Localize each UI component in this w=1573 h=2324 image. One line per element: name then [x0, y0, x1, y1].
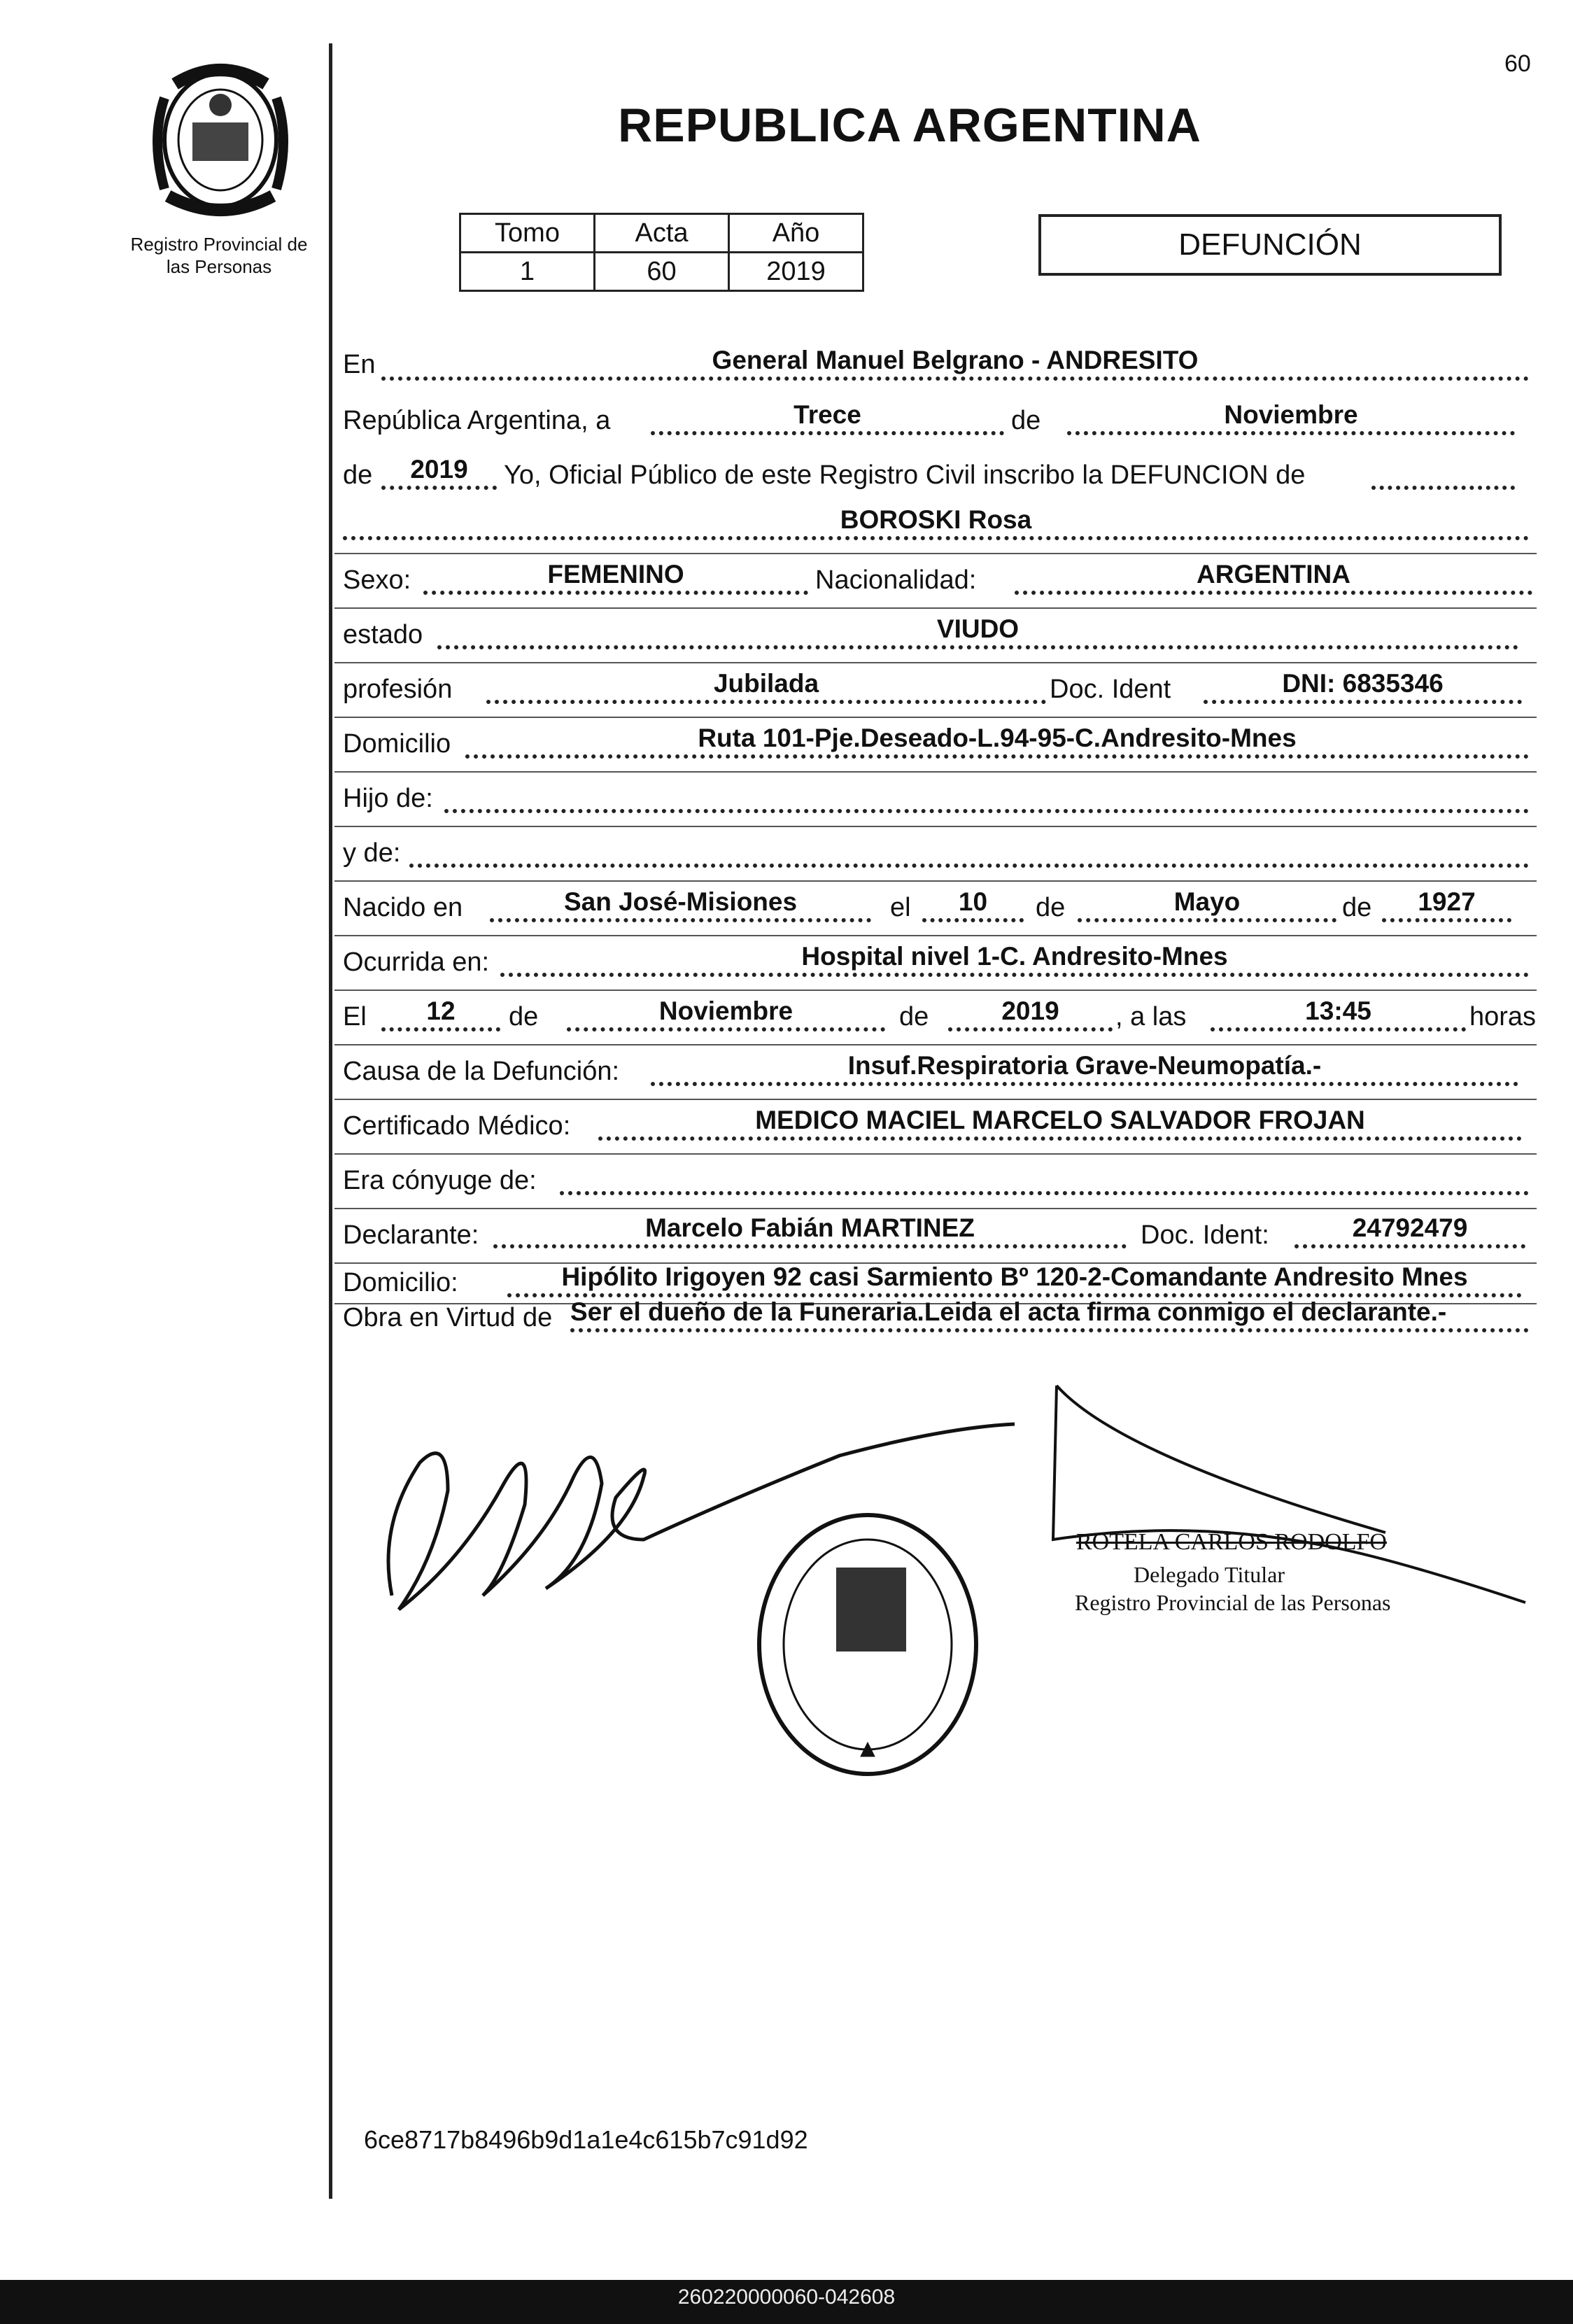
horas-label: horas [1469, 1002, 1537, 1031]
de-label: de [1011, 406, 1041, 435]
sex-field: FEMENINO [423, 560, 808, 595]
death-day-field: 12 [381, 996, 500, 1031]
tomo-value: 1 [460, 253, 595, 291]
footer-code: 260220000060-042608 [677, 2286, 896, 2309]
marital-status-field: VIUDO [437, 614, 1518, 649]
document-hash: 6ce8717b8496b9d1a1e4c615b7c91d92 [364, 2125, 808, 2154]
birthplace-field: San José-Misiones [490, 887, 871, 922]
el-label: el [890, 893, 911, 922]
official-signature [1053, 1386, 1525, 1603]
anio-header: Año [729, 214, 863, 253]
official-stamp [759, 1515, 976, 1774]
nacido-label: Nacido en [343, 893, 463, 922]
birth-day-field: 10 [922, 887, 1024, 922]
death-year-field: 2019 [948, 996, 1113, 1031]
el-label-2: El [343, 1002, 367, 1031]
obra-field: Ser el dueño de la Funeraria.Leida el acta firma conmigo el declarante.- [570, 1297, 1529, 1332]
official-role: Delegado Titular [1134, 1562, 1285, 1587]
conyuge-label: Era cónyuge de: [343, 1166, 537, 1195]
domicilio-label: Domicilio [343, 729, 451, 759]
year-field: 2019 [381, 455, 497, 490]
profesion-label: profesión [343, 675, 453, 704]
nationality-field: ARGENTINA [1015, 560, 1532, 595]
estado-label: estado [343, 620, 423, 649]
day-field: Trece [651, 400, 1004, 435]
birth-month-field: Mayo [1078, 887, 1336, 922]
death-month-field: Noviembre [567, 996, 885, 1031]
deceased-name-field: BOROSKI Rosa [343, 505, 1529, 540]
month-field: Noviembre [1067, 400, 1515, 435]
declarante-label: Declarante: [343, 1220, 479, 1250]
page-title: REPUBLICA ARGENTINA [618, 99, 1201, 152]
declarant-doc-field: 24792479 [1295, 1213, 1525, 1248]
sexo-label: Sexo: [343, 565, 411, 595]
address-field: Ruta 101-Pje.Deseado-L.94-95-C.Andresito-Mnes [465, 724, 1529, 759]
birth-year-field: 1927 [1382, 887, 1511, 922]
declarant-field: Marcelo Fabián MARTINEZ [493, 1213, 1127, 1248]
profession-field: Jubilada [486, 669, 1046, 704]
doc-ident-label-2: Doc. Ident: [1141, 1220, 1269, 1250]
anio-value: 2019 [729, 253, 863, 291]
death-place-field: Hospital nivel 1-C. Andresito-Mnes [500, 942, 1529, 977]
en-label: En [343, 350, 376, 379]
official-office: Registro Provincial de las Personas [1075, 1590, 1391, 1615]
registry-name: Registro Provincial de las Personas [130, 234, 308, 277]
obra-label: Obra en Virtud de [343, 1303, 553, 1332]
causa-label: Causa de la Defunción: [343, 1057, 620, 1086]
death-de-label-2: de [899, 1002, 929, 1031]
ocurrida-label: Ocurrida en: [343, 948, 490, 977]
doc-ident-label: Doc. Ident [1050, 675, 1171, 704]
inscribo-text: Yo, Oficial Público de este Registro Civil inscribo la DEFUNCION de [504, 460, 1306, 490]
acta-value: 60 [595, 253, 729, 291]
domicilio-label-2: Domicilio: [343, 1268, 458, 1297]
birth-de-label-2: de [1342, 893, 1372, 922]
de-label-2: de [343, 460, 373, 490]
declarant-signature [388, 1424, 1015, 1610]
doc-ident-field: DNI: 6835346 [1204, 669, 1522, 704]
tomo-header: Tomo [460, 214, 595, 253]
cause-of-death-field: Insuf.Respiratoria Grave-Neumopatía.- [651, 1051, 1518, 1086]
medical-certificate-field: MEDICO MACIEL MARCELO SALVADOR FROJAN [598, 1106, 1522, 1141]
a-las-label: , a las [1115, 1002, 1187, 1031]
certificado-label: Certificado Médico: [343, 1111, 571, 1141]
page-number: 60 [1504, 50, 1531, 77]
place-field: General Manuel Belgrano - ANDRESITO [381, 346, 1529, 381]
nacionalidad-label: Nacionalidad: [815, 565, 977, 595]
death-time-field: 13:45 [1211, 996, 1466, 1031]
hijo-label: Hijo de: [343, 784, 433, 813]
republica-label: República Argentina, a [343, 406, 611, 435]
acta-header: Acta [595, 214, 729, 253]
declarant-address-field: Hipólito Irigoyen 92 casi Sarmiento Bº 120-2-Comandante Andresito Mnes [507, 1262, 1522, 1297]
death-de-label: de [509, 1002, 539, 1031]
official-name: ROTELA CARLOS RODOLFO [1076, 1529, 1387, 1555]
birth-de-label: de [1036, 893, 1066, 922]
document-type-box: DEFUNCIÓN [1038, 214, 1502, 276]
y-de-label: y de: [343, 838, 401, 868]
